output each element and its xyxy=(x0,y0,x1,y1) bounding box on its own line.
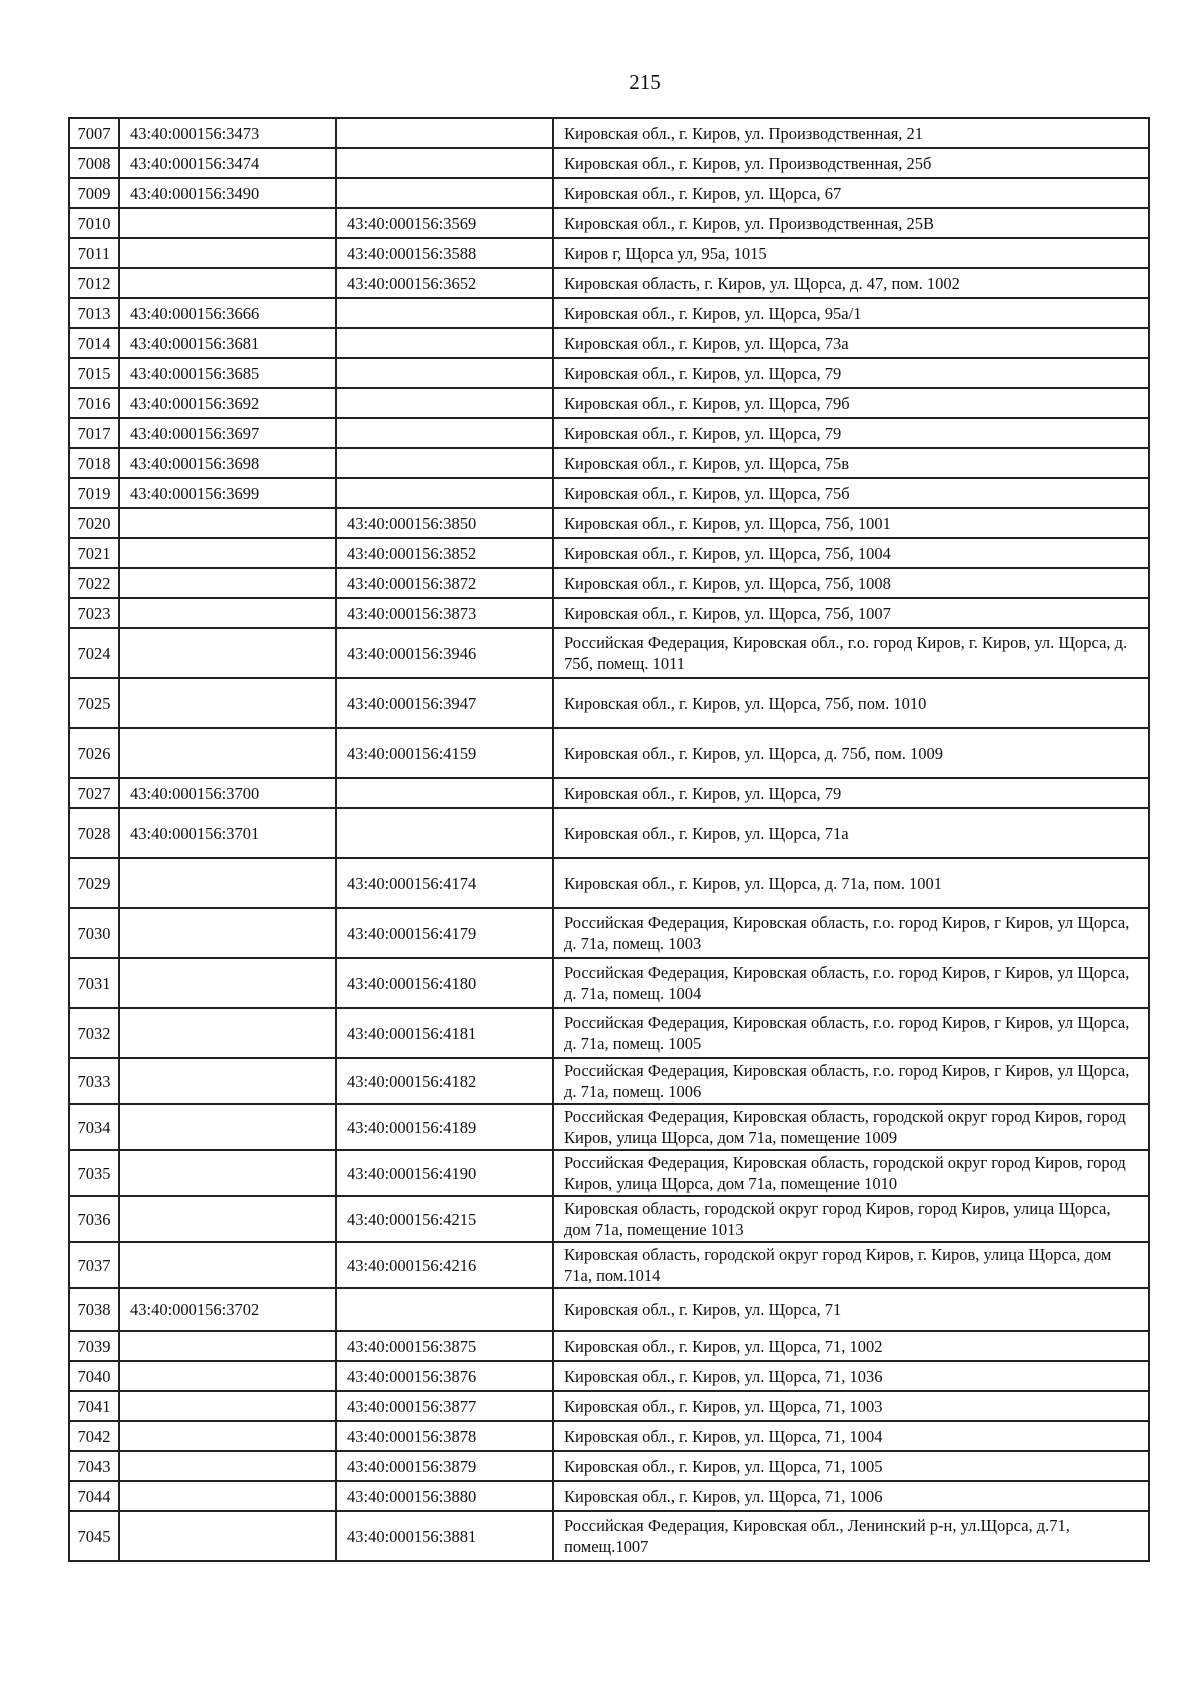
premises-number-cell xyxy=(336,358,553,388)
table-row xyxy=(69,728,1149,778)
row-number-cell: 7039 xyxy=(69,1331,119,1361)
premises-number-cell: 43:40:000156:3873 xyxy=(336,598,553,628)
premises-number-cell: 43:40:000156:4189 xyxy=(336,1104,553,1150)
table-row xyxy=(69,808,1149,858)
table-row xyxy=(69,628,1149,678)
premises-number-cell: 43:40:000156:3569 xyxy=(336,208,553,238)
cadastral-number-cell xyxy=(119,1058,336,1104)
cadastral-number-cell: 43:40:000156:3681 xyxy=(119,328,336,358)
premises-number-cell: 43:40:000156:4216 xyxy=(336,1242,553,1288)
row-number-cell: 7031 xyxy=(69,958,119,1008)
cadastral-number-cell xyxy=(119,268,336,298)
cadastral-number-cell xyxy=(119,678,336,728)
row-number-cell: 7015 xyxy=(69,358,119,388)
table-row xyxy=(69,1008,1149,1058)
row-number-cell: 7035 xyxy=(69,1150,119,1196)
cadastral-number-cell: 43:40:000156:3702 xyxy=(119,1288,336,1331)
premises-number-cell xyxy=(336,298,553,328)
cadastral-number-cell xyxy=(119,728,336,778)
address-cell: Кировская обл., г. Киров, ул. Щорса, 71а xyxy=(553,808,1149,858)
premises-number-cell: 43:40:000156:3947 xyxy=(336,678,553,728)
row-number-cell: 7011 xyxy=(69,238,119,268)
row-number-cell: 7033 xyxy=(69,1058,119,1104)
table-row xyxy=(69,1511,1149,1561)
premises-number-cell xyxy=(336,808,553,858)
row-number-cell: 7037 xyxy=(69,1242,119,1288)
row-number-cell: 7036 xyxy=(69,1196,119,1242)
row-number-cell: 7019 xyxy=(69,478,119,508)
premises-number-cell: 43:40:000156:3850 xyxy=(336,508,553,538)
table-row xyxy=(69,598,1149,628)
address-cell: Кировская обл., г. Киров, ул. Щорса, 75в xyxy=(553,448,1149,478)
row-number-cell: 7016 xyxy=(69,388,119,418)
address-cell: Кировская обл., г. Киров, ул. Щорса, 79 xyxy=(553,418,1149,448)
table-row xyxy=(69,418,1149,448)
row-number-cell: 7022 xyxy=(69,568,119,598)
premises-number-cell: 43:40:000156:3878 xyxy=(336,1421,553,1451)
row-number-cell: 7021 xyxy=(69,538,119,568)
table-row xyxy=(69,1421,1149,1451)
row-number-cell: 7034 xyxy=(69,1104,119,1150)
premises-number-cell: 43:40:000156:4215 xyxy=(336,1196,553,1242)
table-row xyxy=(69,958,1149,1008)
row-number-cell: 7041 xyxy=(69,1391,119,1421)
row-number-cell: 7043 xyxy=(69,1451,119,1481)
premises-number-cell: 43:40:000156:3880 xyxy=(336,1481,553,1511)
cadastral-number-cell xyxy=(119,1196,336,1242)
table-row xyxy=(69,508,1149,538)
premises-number-cell: 43:40:000156:4159 xyxy=(336,728,553,778)
table-row xyxy=(69,148,1149,178)
address-cell: Кировская обл., г. Киров, ул. Производственная, 25б xyxy=(553,148,1149,178)
address-cell: Российская Федерация, Кировская область, городской округ город Киров, город Киров, улица Щорса, дом 71а, помещение 1009 xyxy=(553,1104,1149,1150)
row-number-cell: 7045 xyxy=(69,1511,119,1561)
table-row xyxy=(69,1481,1149,1511)
cadastral-number-cell xyxy=(119,1391,336,1421)
row-number-cell: 7024 xyxy=(69,628,119,678)
cadastral-number-cell xyxy=(119,628,336,678)
row-number-cell: 7042 xyxy=(69,1421,119,1451)
address-cell: Российская Федерация, Кировская область, г.о. город Киров, г Киров, ул Щорса, д. 71а, помещ. 1003 xyxy=(553,908,1149,958)
cadastral-number-cell xyxy=(119,508,336,538)
address-cell: Кировская обл., г. Киров, ул. Щорса, 71, 1004 xyxy=(553,1421,1149,1451)
table-row xyxy=(69,1242,1149,1288)
row-number-cell: 7044 xyxy=(69,1481,119,1511)
row-number-cell: 7007 xyxy=(69,118,119,148)
cadastral-number-cell xyxy=(119,208,336,238)
address-cell: Российская Федерация, Кировская область, г.о. город Киров, г Киров, ул Щорса, д. 71а, помещ. 1005 xyxy=(553,1008,1149,1058)
cadastral-number-cell: 43:40:000156:3490 xyxy=(119,178,336,208)
premises-number-cell: 43:40:000156:4182 xyxy=(336,1058,553,1104)
cadastral-number-cell: 43:40:000156:3473 xyxy=(119,118,336,148)
table-row xyxy=(69,328,1149,358)
premises-number-cell xyxy=(336,478,553,508)
cadastral-number-cell: 43:40:000156:3692 xyxy=(119,388,336,418)
address-cell: Кировская обл., г. Киров, ул. Щорса, 79б xyxy=(553,388,1149,418)
table-row xyxy=(69,268,1149,298)
premises-number-cell: 43:40:000156:3881 xyxy=(336,1511,553,1561)
cadastral-number-cell xyxy=(119,1481,336,1511)
address-cell: Российская Федерация, Кировская область, г.о. город Киров, г Киров, ул Щорса, д. 71а, помещ. 1004 xyxy=(553,958,1149,1008)
row-number-cell: 7008 xyxy=(69,148,119,178)
table-row xyxy=(69,238,1149,268)
table-row xyxy=(69,388,1149,418)
cadastral-number-cell xyxy=(119,858,336,908)
address-cell: Кировская обл., г. Киров, ул. Щорса, 71, 1003 xyxy=(553,1391,1149,1421)
cadastral-number-cell xyxy=(119,1331,336,1361)
premises-number-cell: 43:40:000156:3852 xyxy=(336,538,553,568)
premises-number-cell xyxy=(336,178,553,208)
premises-number-cell: 43:40:000156:3588 xyxy=(336,238,553,268)
address-cell: Кировская обл., г. Киров, ул. Щорса, 75б, 1007 xyxy=(553,598,1149,628)
row-number-cell: 7038 xyxy=(69,1288,119,1331)
premises-number-cell: 43:40:000156:3872 xyxy=(336,568,553,598)
cadastral-number-cell: 43:40:000156:3698 xyxy=(119,448,336,478)
address-cell: Российская Федерация, Кировская обл., Ленинский р-н, ул.Щорса, д.71, помещ.1007 xyxy=(553,1511,1149,1561)
table-row xyxy=(69,1150,1149,1196)
row-number-cell: 7026 xyxy=(69,728,119,778)
address-cell: Кировская обл., г. Киров, ул. Щорса, 71, 1036 xyxy=(553,1361,1149,1391)
address-cell: Кировская обл., г. Киров, ул. Производственная, 21 xyxy=(553,118,1149,148)
address-cell: Киров г, Щорса ул, 95а, 1015 xyxy=(553,238,1149,268)
premises-number-cell xyxy=(336,118,553,148)
address-cell: Кировская обл., г. Киров, ул. Щорса, 71, 1005 xyxy=(553,1451,1149,1481)
cadastral-number-cell xyxy=(119,538,336,568)
premises-number-cell xyxy=(336,148,553,178)
address-cell: Кировская обл., г. Киров, ул. Щорса, 67 xyxy=(553,178,1149,208)
table-row xyxy=(69,1331,1149,1361)
table-row xyxy=(69,538,1149,568)
row-number-cell: 7040 xyxy=(69,1361,119,1391)
cadastral-number-cell xyxy=(119,1511,336,1561)
address-cell: Кировская обл., г. Киров, ул. Щорса, 75б, пом. 1010 xyxy=(553,678,1149,728)
cadastral-number-cell: 43:40:000156:3699 xyxy=(119,478,336,508)
row-number-cell: 7009 xyxy=(69,178,119,208)
premises-number-cell xyxy=(336,328,553,358)
cadastral-number-cell: 43:40:000156:3685 xyxy=(119,358,336,388)
cadastral-number-cell xyxy=(119,238,336,268)
cadastral-number-cell: 43:40:000156:3666 xyxy=(119,298,336,328)
table-row xyxy=(69,1361,1149,1391)
row-number-cell: 7023 xyxy=(69,598,119,628)
row-number-cell: 7010 xyxy=(69,208,119,238)
premises-number-cell: 43:40:000156:4180 xyxy=(336,958,553,1008)
cadastral-number-cell xyxy=(119,1451,336,1481)
address-cell: Кировская область, городской округ город Киров, город Киров, улица Щорса, дом 71а, помещение 1013 xyxy=(553,1196,1149,1242)
cadastral-number-cell xyxy=(119,1104,336,1150)
table-row xyxy=(69,678,1149,728)
address-cell: Кировская обл., г. Киров, ул. Щорса, 75б xyxy=(553,478,1149,508)
table-row xyxy=(69,118,1149,148)
premises-number-cell xyxy=(336,448,553,478)
address-cell: Кировская обл., г. Киров, ул. Щорса, 71, 1006 xyxy=(553,1481,1149,1511)
table-row xyxy=(69,178,1149,208)
row-number-cell: 7029 xyxy=(69,858,119,908)
row-number-cell: 7027 xyxy=(69,778,119,808)
cadastral-number-cell xyxy=(119,568,336,598)
cadastral-number-cell xyxy=(119,1150,336,1196)
premises-number-cell: 43:40:000156:4179 xyxy=(336,908,553,958)
address-cell: Российская Федерация, Кировская область, г.о. город Киров, г Киров, ул Щорса, д. 71а, помещ. 1006 xyxy=(553,1058,1149,1104)
cadastral-number-cell xyxy=(119,908,336,958)
table-row xyxy=(69,908,1149,958)
address-cell: Кировская обл., г. Киров, ул. Щорса, 73а xyxy=(553,328,1149,358)
address-cell: Кировская обл., г. Киров, ул. Производственная, 25В xyxy=(553,208,1149,238)
table-row xyxy=(69,478,1149,508)
premises-number-cell xyxy=(336,1288,553,1331)
table-row xyxy=(69,1451,1149,1481)
table-row xyxy=(69,1104,1149,1150)
page-number: 215 xyxy=(629,70,661,94)
row-number-cell: 7014 xyxy=(69,328,119,358)
address-cell: Кировская обл., г. Киров, ул. Щорса, 75б, 1008 xyxy=(553,568,1149,598)
table-row xyxy=(69,1058,1149,1104)
cadastral-number-cell xyxy=(119,598,336,628)
address-cell: Кировская область, г. Киров, ул. Щорса, д. 47, пом. 1002 xyxy=(553,268,1149,298)
row-number-cell: 7020 xyxy=(69,508,119,538)
row-number-cell: 7013 xyxy=(69,298,119,328)
cadastral-number-cell xyxy=(119,1361,336,1391)
cadastral-number-cell xyxy=(119,1008,336,1058)
table-row xyxy=(69,358,1149,388)
row-number-cell: 7012 xyxy=(69,268,119,298)
premises-number-cell: 43:40:000156:4190 xyxy=(336,1150,553,1196)
address-cell: Кировская обл., г. Киров, ул. Щорса, 95а/1 xyxy=(553,298,1149,328)
cadastral-number-cell: 43:40:000156:3474 xyxy=(119,148,336,178)
address-cell: Кировская обл., г. Киров, ул. Щорса, 75б, 1001 xyxy=(553,508,1149,538)
address-cell: Кировская обл., г. Киров, ул. Щорса, д. 71а, пом. 1001 xyxy=(553,858,1149,908)
row-number-cell: 7028 xyxy=(69,808,119,858)
address-cell: Российская Федерация, Кировская область, городской округ город Киров, город Киров, улица Щорса, дом 71а, помещение 1010 xyxy=(553,1150,1149,1196)
row-number-cell: 7025 xyxy=(69,678,119,728)
premises-number-cell xyxy=(336,778,553,808)
address-cell: Кировская обл., г. Киров, ул. Щорса, 79 xyxy=(553,778,1149,808)
table-row xyxy=(69,1196,1149,1242)
premises-number-cell: 43:40:000156:3877 xyxy=(336,1391,553,1421)
address-cell: Кировская обл., г. Киров, ул. Щорса, 75б, 1004 xyxy=(553,538,1149,568)
table-row xyxy=(69,1391,1149,1421)
premises-number-cell: 43:40:000156:3876 xyxy=(336,1361,553,1391)
cadastral-number-cell xyxy=(119,1421,336,1451)
table-row xyxy=(69,448,1149,478)
cadastral-number-cell xyxy=(119,1242,336,1288)
address-cell: Российская Федерация, Кировская обл., г.о. город Киров, г. Киров, ул. Щорса, д. 75б, помещ. 1011 xyxy=(553,628,1149,678)
premises-number-cell: 43:40:000156:3652 xyxy=(336,268,553,298)
row-number-cell: 7017 xyxy=(69,418,119,448)
cadastral-number-cell: 43:40:000156:3700 xyxy=(119,778,336,808)
table-row xyxy=(69,208,1149,238)
premises-number-cell: 43:40:000156:3946 xyxy=(336,628,553,678)
registry-table xyxy=(68,117,1150,1562)
premises-number-cell: 43:40:000156:4181 xyxy=(336,1008,553,1058)
cadastral-number-cell: 43:40:000156:3701 xyxy=(119,808,336,858)
row-number-cell: 7032 xyxy=(69,1008,119,1058)
table-row xyxy=(69,298,1149,328)
address-cell: Кировская обл., г. Киров, ул. Щорса, 71 xyxy=(553,1288,1149,1331)
address-cell: Кировская область, городской округ город Киров, г. Киров, улица Щорса, дом 71а, пом.1014 xyxy=(553,1242,1149,1288)
table-row xyxy=(69,1288,1149,1331)
table-row xyxy=(69,778,1149,808)
premises-number-cell xyxy=(336,418,553,448)
premises-number-cell xyxy=(336,388,553,418)
address-cell: Кировская обл., г. Киров, ул. Щорса, 79 xyxy=(553,358,1149,388)
address-cell: Кировская обл., г. Киров, ул. Щорса, д. 75б, пом. 1009 xyxy=(553,728,1149,778)
premises-number-cell: 43:40:000156:3875 xyxy=(336,1331,553,1361)
cadastral-number-cell xyxy=(119,958,336,1008)
address-cell: Кировская обл., г. Киров, ул. Щорса, 71, 1002 xyxy=(553,1331,1149,1361)
row-number-cell: 7030 xyxy=(69,908,119,958)
row-number-cell: 7018 xyxy=(69,448,119,478)
cadastral-number-cell: 43:40:000156:3697 xyxy=(119,418,336,448)
premises-number-cell: 43:40:000156:4174 xyxy=(336,858,553,908)
registry-table-body xyxy=(69,118,1149,1561)
table-row xyxy=(69,568,1149,598)
premises-number-cell: 43:40:000156:3879 xyxy=(336,1451,553,1481)
table-row xyxy=(69,858,1149,908)
